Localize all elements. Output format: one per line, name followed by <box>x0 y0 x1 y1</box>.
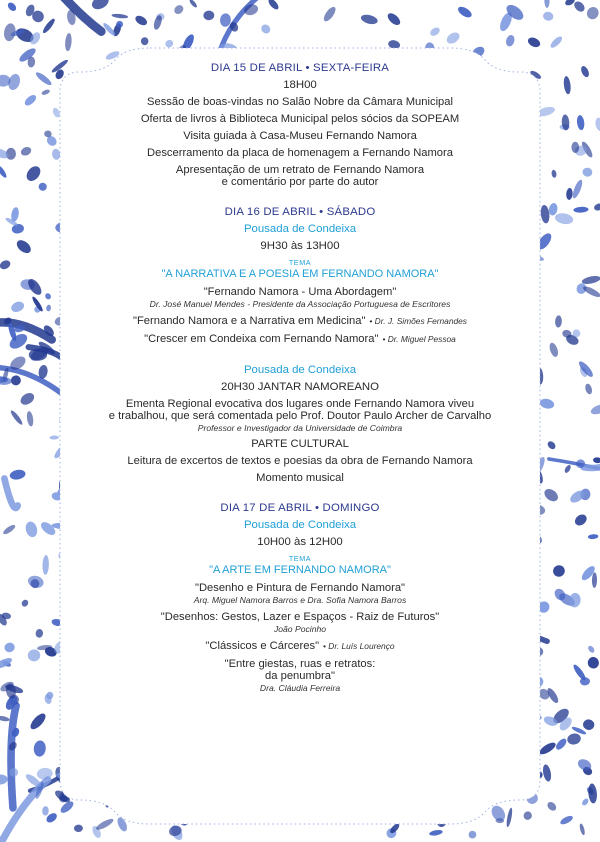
programme <box>95 62 505 693</box>
day2-talk2-credit: • Dr. J. Simões Fernandes <box>369 316 467 326</box>
day2-evening-venue: Pousada de Condeixa <box>243 364 357 376</box>
day1-heading: DIA 15 DE ABRIL • SEXTA-FEIRA <box>210 62 390 74</box>
day3-time: 10H00 às 12H00 <box>257 536 343 548</box>
day2-talk2-title: "Fernando Namora e a Narrativa em Medicina" <box>133 315 366 327</box>
day3-talk1: "Desenho e Pintura de Fernando Namora" <box>194 582 406 594</box>
day2-talk3 <box>95 333 505 345</box>
day2-talk3-credit: • Dr. Miguel Pessoa <box>382 334 456 344</box>
day2-time: 9H30 às 13H00 <box>260 240 340 252</box>
day3-talk1-credit: Arq. Miguel Namora Barros e Dra. Sofia Namora Barros <box>193 595 407 605</box>
day3-talk3 <box>95 640 505 652</box>
day2-dinner: 20H30 JANTAR NAMOREANO <box>220 381 380 393</box>
day2-tema-title: "A NARRATIVA E A POESIA EM FERNANDO NAMORA" <box>161 268 439 280</box>
day3-talk4-line2: da penumbra" <box>265 670 335 682</box>
day2-menu-credit: Professor e Investigador da Universidade de Coimbra <box>197 423 403 433</box>
day2-talk2 <box>95 315 505 327</box>
day2-venue: Pousada de Condeixa <box>243 223 357 235</box>
day3-venue: Pousada de Condeixa <box>243 519 357 531</box>
day1-time: 18H00 <box>283 79 317 91</box>
day2-talk1: "Fernando Namora - Uma Abordagem" <box>203 286 397 298</box>
day2-talk1-credit: Dr. José Manuel Mendes - Presidente da Associação Portuguesa de Escritores <box>149 299 451 309</box>
day2-cultural: PARTE CULTURAL <box>251 438 349 450</box>
day2-menu-line1: Ementa Regional evocativa dos lugares onde Fernando Namora viveu <box>125 398 475 410</box>
day2-tema-label: TEMA <box>288 258 312 267</box>
day1-item-books: Oferta de livros à Biblioteca Municipal pelos sócios da SOPEAM <box>140 113 460 125</box>
day2-talk3-title: "Crescer em Condeixa com Fernando Namora" <box>144 333 379 345</box>
day2-music: Momento musical <box>256 472 344 484</box>
day2-reading: Leitura de excertos de textos e poesias da obra de Fernando Namora <box>127 455 473 467</box>
day3-talk4-credit: Dra. Cláudia Ferreira <box>259 683 341 693</box>
day2-menu-line2: e trabalhou, que será comentada pelo Prof. Doutor Paulo Archer de Carvalho <box>108 410 492 422</box>
day3-talk3-credit: • Dr. Luís Lourenço <box>323 641 395 651</box>
day3-heading: DIA 17 DE ABRIL • DOMINGO <box>220 502 380 514</box>
day3-tema-label: TEMA <box>288 554 312 563</box>
day1-item-portrait-line2: e comentário por parte do autor <box>221 176 379 188</box>
day1-item-visit: Visita guiada à Casa-Museu Fernando Namora <box>183 130 417 142</box>
day3-talk3-title: "Clássicos e Cárceres" <box>205 640 320 652</box>
day2-heading: DIA 16 DE ABRIL • SÁBADO <box>224 206 376 218</box>
day3-tema-title: "A ARTE EM FERNANDO NAMORA" <box>209 564 391 576</box>
day1-item-welcome: Sessão de boas-vindas no Salão Nobre da Câmara Municipal <box>147 96 453 108</box>
day1-item-plaque: Descerramento da placa de homenagem a Fernando Namora <box>147 147 453 159</box>
day1-item-portrait-line1: Apresentação de um retrato de Fernando Namora <box>175 164 425 176</box>
day3-talk2: "Desenhos: Gestos, Lazer e Espaços - Raiz de Futuros" <box>160 611 440 623</box>
day3-talk4-line1: "Entre giestas, ruas e retratos: <box>224 658 376 670</box>
day3-talk2-credit: João Pocinho <box>273 624 327 634</box>
